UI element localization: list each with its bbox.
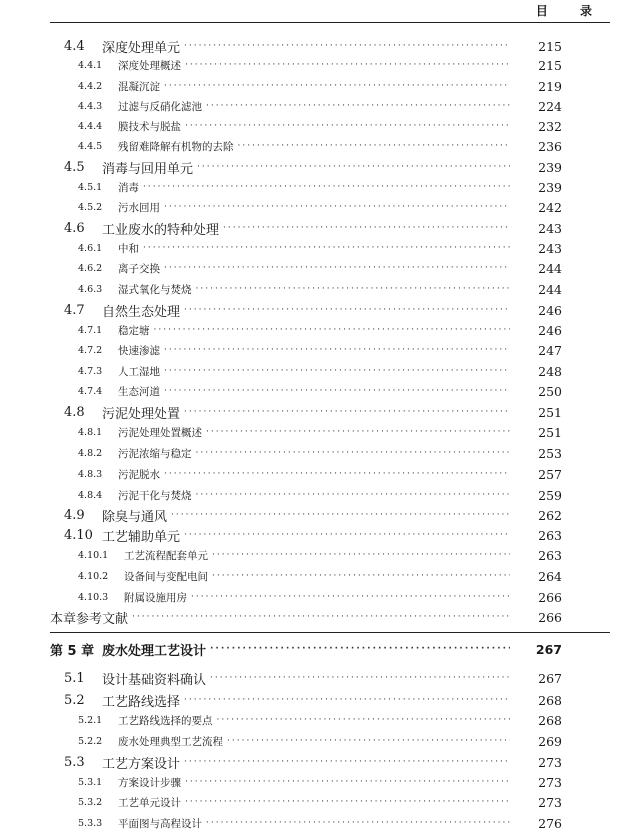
- dot-leader: [143, 244, 510, 253]
- toc-entry-page: 246: [538, 322, 562, 338]
- toc-entry-number: 4.10.3: [78, 591, 109, 603]
- toc-entry[interactable]: [0, 218, 638, 238]
- toc-entry-page: 251: [538, 404, 562, 420]
- dot-leader: [212, 551, 510, 560]
- toc-entry-number: 4.4.3: [78, 100, 103, 112]
- toc-entry[interactable]: [0, 116, 638, 136]
- toc-entry-page: 259: [538, 487, 562, 503]
- toc-entry-title: 污泥脱水: [118, 468, 160, 481]
- toc-entry-title: 工艺方案设计: [102, 756, 181, 772]
- toc-entry-page: 248: [538, 363, 562, 379]
- toc-entry-page: 253: [538, 445, 562, 461]
- toc-entry[interactable]: [0, 361, 638, 381]
- dot-leader: [164, 367, 510, 376]
- toc-entry-number: 4.7.4: [78, 385, 103, 397]
- toc-entry-page: 247: [538, 342, 562, 358]
- toc-entry-page: 268: [538, 712, 562, 728]
- toc-entry[interactable]: [0, 566, 638, 586]
- toc-entry-number: 5.3.3: [78, 817, 103, 829]
- toc-entry-title: 废水处理典型工艺流程: [118, 735, 223, 748]
- toc-entry-title: 污水回用: [118, 201, 160, 214]
- dot-leader: [184, 42, 510, 51]
- dot-leader: [196, 491, 511, 500]
- dot-leader: [212, 572, 510, 581]
- dot-leader: [164, 346, 510, 355]
- toc-entry-page: 269: [538, 733, 562, 749]
- toc-entry-number: 4.8: [64, 404, 85, 420]
- toc-entry[interactable]: [0, 710, 638, 730]
- toc-entry[interactable]: [0, 752, 638, 772]
- toc-entry[interactable]: [0, 157, 638, 177]
- dot-leader: [197, 163, 510, 172]
- toc-entry[interactable]: [0, 320, 638, 340]
- toc-entry[interactable]: [0, 76, 638, 96]
- toc-entry-title: 方案设计步骤: [118, 776, 181, 789]
- toc-entry-number: 4.7: [64, 302, 85, 318]
- dot-leader: [210, 645, 510, 654]
- toc-entry-number: 4.6.1: [78, 242, 103, 254]
- toc-entry[interactable]: [0, 545, 638, 565]
- dot-leader: [171, 511, 510, 520]
- toc-entry-number: 4.10.2: [78, 570, 109, 582]
- toc-entry-number: 4.10: [64, 527, 93, 543]
- toc-entry-number: 4.5: [64, 159, 85, 175]
- toc-entry-number: 5.3.2: [78, 796, 103, 808]
- toc-entry-title: 深度处理概述: [118, 59, 181, 72]
- toc-entry[interactable]: [0, 505, 638, 525]
- dot-leader: [164, 203, 510, 212]
- toc-entry[interactable]: [0, 402, 638, 422]
- toc-entry-title: 工艺单元设计: [118, 796, 181, 809]
- toc-entry-number: 5.2.2: [78, 735, 103, 747]
- dot-leader: [223, 224, 510, 233]
- page-header: [0, 0, 638, 24]
- toc-entry-number: 4.8.2: [78, 447, 103, 459]
- page-header-title: 目 录: [535, 4, 606, 18]
- toc-entry-number: 4.4.4: [78, 120, 103, 132]
- dot-leader: [164, 82, 510, 91]
- dot-leader: [185, 778, 510, 787]
- toc-entry-number: 第 5 章: [50, 643, 95, 659]
- toc-entry-title: 快速渗滤: [118, 344, 160, 357]
- dot-leader: [184, 696, 510, 705]
- toc-entry-page: 215: [538, 38, 562, 54]
- dot-leader: [210, 674, 510, 683]
- toc-entry[interactable]: [0, 300, 638, 320]
- toc-entry[interactable]: [0, 136, 638, 156]
- dot-leader: [164, 264, 510, 273]
- toc-entry-page: 266: [538, 589, 562, 605]
- toc-entry-number: 4.10.1: [78, 549, 109, 561]
- dot-leader: [164, 470, 510, 479]
- toc-entry-number: 4.4.2: [78, 80, 103, 92]
- toc-entry[interactable]: [0, 690, 638, 710]
- toc-entry-page: 246: [538, 302, 562, 318]
- dot-leader: [154, 326, 511, 335]
- toc-entry-title: 混凝沉淀: [118, 80, 160, 93]
- dot-leader: [206, 819, 510, 828]
- toc-entry[interactable]: [0, 238, 638, 258]
- toc-entry-number: 4.5.2: [78, 201, 103, 213]
- toc-entry-page: 243: [538, 240, 562, 256]
- toc-entry-number: 4.9: [64, 507, 85, 523]
- dot-leader: [206, 428, 510, 437]
- toc-entry-page: 244: [538, 260, 562, 276]
- toc-entry[interactable]: [0, 525, 638, 545]
- toc-entry-number: 4.8.1: [78, 426, 103, 438]
- toc-entry-title: 人工湿地: [118, 365, 160, 378]
- toc-entry-title: 污泥干化与焚烧: [118, 489, 192, 502]
- toc-entry-title: 稳定塘: [118, 324, 150, 337]
- dot-leader: [227, 737, 510, 746]
- toc-entry-page: 262: [538, 507, 562, 523]
- dot-leader: [164, 387, 510, 396]
- toc-entry-title: 附属设施用房: [124, 591, 187, 604]
- toc-entry-page: 263: [538, 547, 562, 563]
- toc-entry-page: 267: [535, 641, 562, 657]
- toc-entry-number: 5.1: [64, 670, 85, 686]
- toc-entry-number: 5.3.1: [78, 776, 103, 788]
- toc-entry-title: 膜技术与脱盐: [118, 120, 181, 133]
- toc-entry-title: 残留难降解有机物的去除: [118, 140, 234, 153]
- toc-entry-title: 污泥浓缩与稳定: [118, 447, 192, 460]
- toc-entry[interactable]: [0, 485, 638, 505]
- toc-entry-page: 224: [538, 98, 562, 114]
- toc-entry-number: 4.8.3: [78, 468, 103, 480]
- toc-entry-title: 设计基础资料确认: [102, 672, 207, 688]
- toc-entry-title: 工艺辅助单元: [102, 529, 181, 545]
- toc-entry-page: 273: [538, 774, 562, 790]
- toc-entry[interactable]: [0, 96, 638, 116]
- toc-entry-title: 中和: [118, 242, 139, 255]
- toc-entry-title: 本章参考文献: [50, 611, 129, 627]
- toc-entry-page: 219: [538, 78, 562, 94]
- toc-entry-page: 215: [538, 57, 562, 73]
- toc-entry-number: 5.3: [64, 754, 85, 770]
- toc-entry[interactable]: [0, 36, 638, 56]
- toc-entry-title: 深度处理单元: [102, 40, 181, 56]
- toc-entry-page: 268: [538, 692, 562, 708]
- toc-entry-page: 239: [538, 179, 562, 195]
- toc-entry-page: 276: [538, 815, 562, 831]
- toc-entry[interactable]: [0, 587, 638, 607]
- toc-entry-page: 273: [538, 794, 562, 810]
- dot-leader: [196, 285, 511, 294]
- toc-entry-number: 4.8.4: [78, 489, 103, 501]
- dot-leader: [238, 142, 511, 151]
- toc-entry-page: 250: [538, 383, 562, 399]
- toc-entry[interactable]: [0, 340, 638, 360]
- toc-entry-page: 266: [538, 609, 562, 625]
- toc-entry-number: 4.7.1: [78, 324, 103, 336]
- toc-entry-page: 267: [538, 670, 562, 686]
- toc-entry-title: 污泥处理处置概述: [118, 426, 202, 439]
- toc-entry-number: 4.6.2: [78, 262, 103, 274]
- toc-entry-title: 消毒: [118, 181, 139, 194]
- toc-entry-title: 自然生态处理: [102, 304, 181, 320]
- toc-entry-number: 4.7.3: [78, 365, 103, 377]
- toc-entry-number: 5.2: [64, 692, 85, 708]
- toc-entry[interactable]: [0, 279, 638, 299]
- toc-entry-title: 除臭与通风: [102, 509, 168, 525]
- dot-leader: [185, 61, 510, 70]
- chapter-divider: [50, 632, 610, 633]
- toc-entry[interactable]: [0, 422, 638, 442]
- toc-entry-page: 264: [538, 568, 562, 584]
- toc-entry[interactable]: [0, 639, 638, 659]
- toc-entry-title: 工业废水的特种处理: [102, 222, 220, 238]
- toc-entry-page: 239: [538, 159, 562, 175]
- toc-entry-title: 污泥处理处置: [102, 406, 181, 422]
- toc-entry-title: 废水处理工艺设计: [102, 643, 207, 659]
- toc-entry-number: 4.4.1: [78, 59, 103, 71]
- toc-entry[interactable]: [0, 258, 638, 278]
- toc-entry-page: 243: [538, 220, 562, 236]
- toc-entry-page: 273: [538, 754, 562, 770]
- toc-entry-title: 工艺路线选择: [102, 694, 181, 710]
- dot-leader: [184, 306, 510, 315]
- toc-entry-title: 消毒与回用单元: [102, 161, 194, 177]
- toc-entry[interactable]: [0, 443, 638, 463]
- toc-entry-page: 257: [538, 466, 562, 482]
- toc-entry-page: 242: [538, 199, 562, 215]
- toc-entry-number: 4.5.1: [78, 181, 103, 193]
- toc-entry[interactable]: [0, 813, 638, 833]
- toc-entry-title: 平面图与高程设计: [118, 817, 202, 830]
- toc-entry[interactable]: [0, 668, 638, 688]
- toc-entry[interactable]: [0, 197, 638, 217]
- dot-leader: [143, 183, 510, 192]
- toc-entry[interactable]: [0, 55, 638, 75]
- toc-entry-title: 湿式氧化与焚烧: [118, 283, 192, 296]
- toc-entry[interactable]: [0, 607, 638, 627]
- toc-entry-title: 工艺流程配套单元: [124, 549, 208, 562]
- toc-entry-number: 4.4.5: [78, 140, 103, 152]
- dot-leader: [184, 408, 510, 417]
- dot-leader: [132, 613, 510, 622]
- dot-leader: [185, 798, 510, 807]
- toc-entry[interactable]: [0, 731, 638, 751]
- toc-entry-number: 4.6: [64, 220, 85, 236]
- toc-entry[interactable]: [0, 177, 638, 197]
- toc-entry-number: 5.2.1: [78, 714, 103, 726]
- toc-entry-page: 232: [538, 118, 562, 134]
- toc-entry-title: 离子交换: [118, 262, 160, 275]
- toc-entry-page: 236: [538, 138, 562, 154]
- dot-leader: [196, 449, 511, 458]
- header-rule: [50, 22, 610, 23]
- toc-entry-title: 工艺路线选择的要点: [118, 714, 213, 727]
- toc-entry-title: 生态河道: [118, 385, 160, 398]
- toc-entry[interactable]: [0, 464, 638, 484]
- dot-leader: [217, 716, 511, 725]
- toc-entry[interactable]: [0, 772, 638, 792]
- toc-entry-page: 251: [538, 424, 562, 440]
- toc-entry-number: 4.7.2: [78, 344, 103, 356]
- toc-entry-page: 244: [538, 281, 562, 297]
- dot-leader: [191, 593, 510, 602]
- toc-entry[interactable]: [0, 381, 638, 401]
- toc-entry-page: 263: [538, 527, 562, 543]
- toc-entry-number: 4.6.3: [78, 283, 103, 295]
- toc-entry-title: 设备间与变配电间: [124, 570, 208, 583]
- toc-entry[interactable]: [0, 792, 638, 812]
- dot-leader: [185, 122, 510, 131]
- toc-entry-number: 4.4: [64, 38, 85, 54]
- dot-leader: [206, 102, 510, 111]
- dot-leader: [184, 758, 510, 767]
- dot-leader: [184, 531, 510, 540]
- toc-entry-title: 过滤与反硝化滤池: [118, 100, 202, 113]
